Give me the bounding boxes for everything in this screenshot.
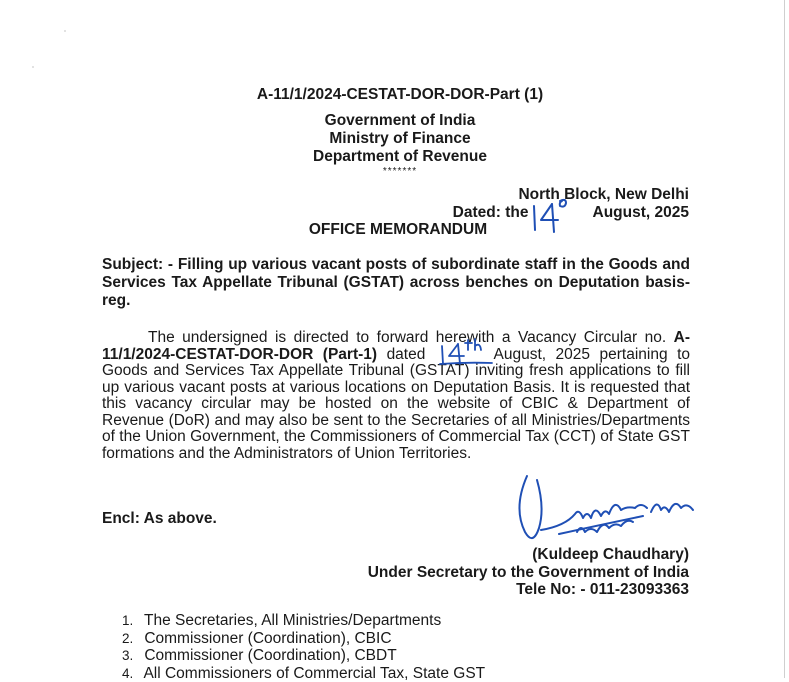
- reference-number: A-11/1/2024-CESTAT-DOR-DOR-Part (1): [0, 86, 789, 104]
- list-item: [122, 665, 485, 682]
- signer-phone: Tele No: - 011-23093363: [368, 581, 689, 599]
- list-number: 4.: [122, 665, 140, 682]
- date-prefix: Dated: the: [453, 204, 529, 221]
- signer-block: [368, 546, 689, 599]
- body-paragraph: [102, 330, 690, 462]
- body-text-dated: dated: [387, 346, 426, 363]
- distribution-list: [122, 612, 485, 682]
- scan-speck: [64, 30, 66, 32]
- list-text: All Commissioners of Commercial Tax, State GST: [143, 665, 485, 682]
- date-suffix: August, 2025: [593, 204, 689, 221]
- signer-designation: Under Secretary to the Government of India: [368, 564, 689, 582]
- issuing-authority: [0, 112, 789, 166]
- list-number: 2.: [122, 630, 140, 648]
- place-line: North Block, New Delhi: [518, 186, 689, 204]
- enclosure-note: Encl: As above.: [102, 510, 217, 528]
- memo-title: OFFICE MEMORANDUM: [0, 221, 789, 239]
- list-text: Commissioner (Coordination), CBIC: [144, 630, 391, 647]
- handwritten-dated-mark: [438, 336, 494, 366]
- department-name: Department of Revenue: [0, 148, 789, 166]
- list-text: Commissioner (Coordination), CBDT: [144, 647, 396, 664]
- circular-number: A-11/1/2024-CESTAT-DOR-DOR (Part-1): [102, 329, 690, 363]
- list-item: [122, 630, 485, 648]
- list-item: [122, 647, 485, 665]
- subject-line: Subject: - Filling up various vacant posts of subordinate staff in the Goods and Services Tax Appellate Tribunal (GSTAT) across benches on Deputation basis-reg.: [102, 256, 690, 310]
- body-text-intro: The undersigned is directed to forward herewith a Vacancy Circular no.: [148, 329, 666, 346]
- government-name: Government of India: [0, 112, 789, 130]
- body-text-main: August, 2025 pertaining to Goods and Services Tax Appellate Tribunal (GSTAT) inviting fresh applications to fill up various vacant posts at various locations on Deputation Basis. It is requested that this vacancy circular may be hosted on the website of CBIC & Department of Revenue (DoR) and may also be sent to the Secretaries of all Ministries/Departments of the Union Government, the Commissioners of Commercial Tax (CCT) of State GST formations and the Administrators of Union Territories.: [102, 346, 690, 462]
- separator-stars: *******: [0, 166, 789, 177]
- scan-speck: [32, 66, 34, 68]
- list-number: 3.: [122, 647, 140, 665]
- signer-name: (Kuldeep Chaudhary): [368, 546, 689, 564]
- list-number: 1.: [122, 612, 140, 630]
- list-text: The Secretaries, All Ministries/Departments: [144, 612, 441, 629]
- ministry-name: Ministry of Finance: [0, 130, 789, 148]
- list-item: [122, 612, 485, 630]
